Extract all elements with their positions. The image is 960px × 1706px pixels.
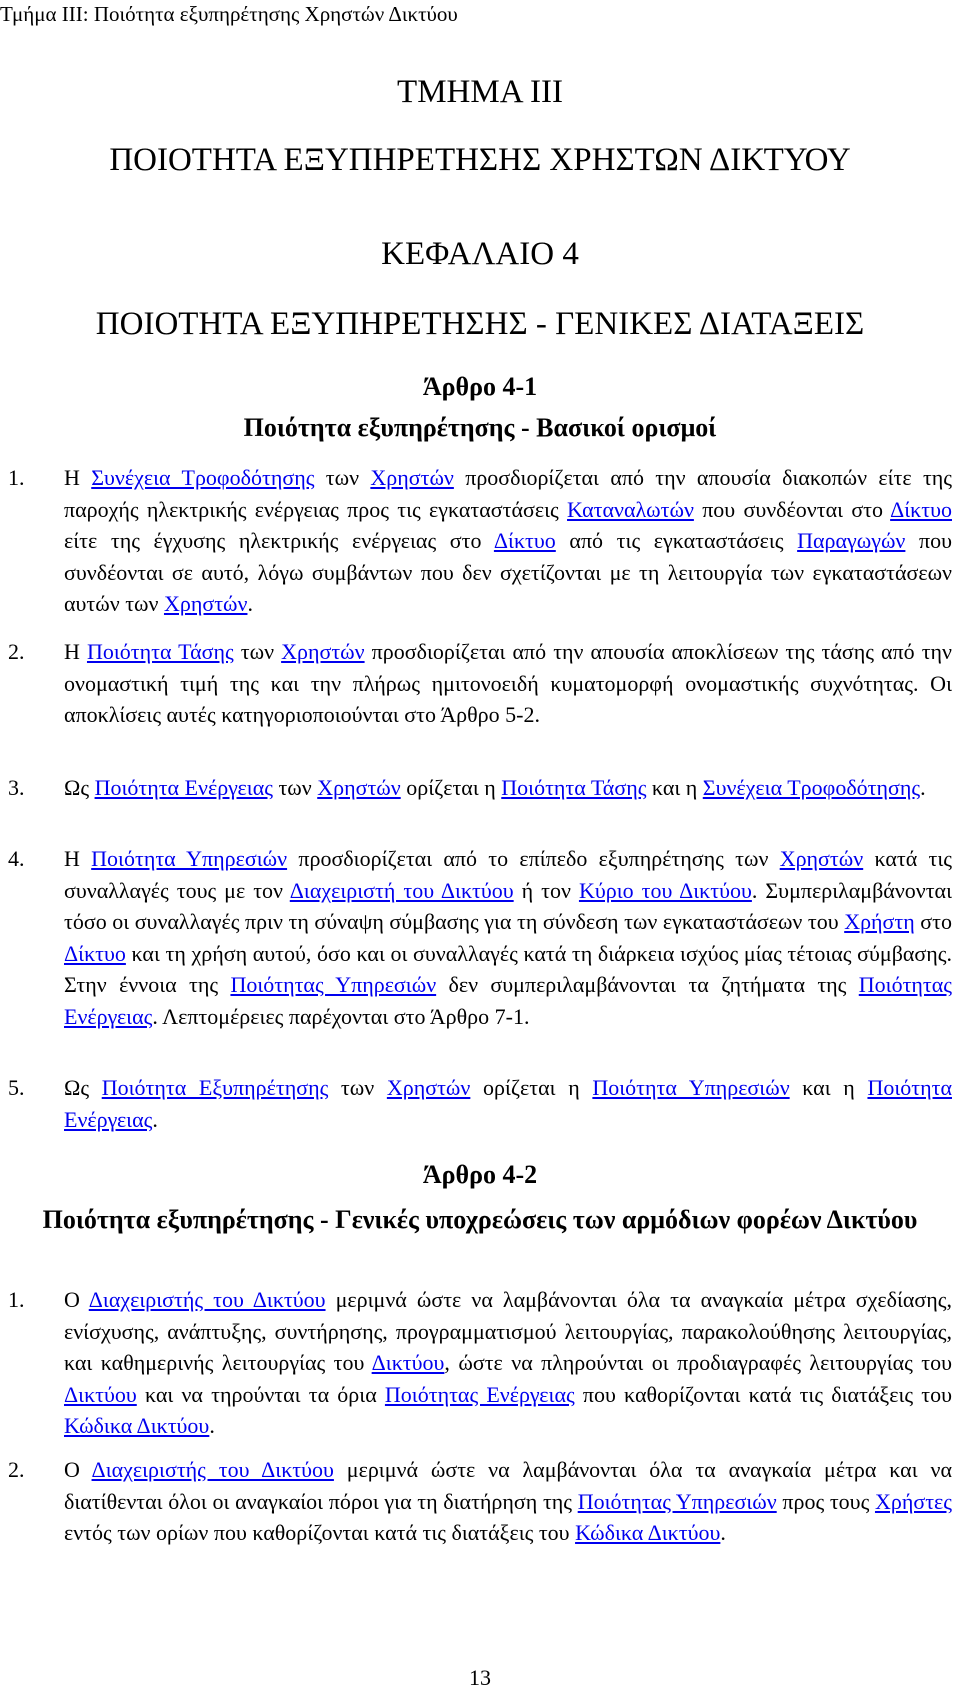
- article-number: Άρθρο 4-1: [422, 372, 538, 401]
- term-link[interactable]: Διαχειριστής του Δικτύου: [91, 1457, 334, 1482]
- term-link[interactable]: Δικτύου: [371, 1350, 445, 1375]
- term-link[interactable]: Ποιότητα Ενέργειας: [94, 775, 273, 800]
- paragraph-text: Ο Διαχειριστής του Δικτύου μεριμνά ώστε να λαμβάνονται όλα τα αναγκαία μέτρα και να διατίθενται όλοι οι αναγκαίοι πόροι για τη διατήρηση της Ποιότητας Υπηρεσιών προς τους Χρήστες εντός των ορίων που καθορίζονται κατά τις διατάξεις του Κώδικα Δικτύου.: [64, 1457, 952, 1545]
- chapter-subtitle: ΠΟΙΟΤΗΤΑ ΕΞΥΠΗΡΕΤΗΣΗΣ - ΓΕΝΙΚΕΣ ΔΙΑΤΑΞΕΙΣ: [95, 306, 865, 342]
- paragraph: [8, 1454, 952, 1549]
- paragraph-number: 5.: [8, 1075, 25, 1100]
- part-title: ΤΜΗΜΑ ΙΙΙ: [397, 74, 563, 110]
- term-link[interactable]: Κύριο του Δικτύου: [578, 877, 752, 903]
- paragraph-text: Ως Ποιότητα Εξυπηρέτησης των Χρηστών ορίζεται η Ποιότητα Υπηρεσιών και η Ποιότητα Ενέργειας.: [64, 1075, 952, 1132]
- paragraph: [8, 1072, 952, 1135]
- paragraph: [8, 843, 952, 1032]
- term-link[interactable]: Κώδικα Δικτύου: [575, 1520, 721, 1545]
- term-link[interactable]: Χρηστών: [386, 1075, 471, 1100]
- page-number: 13: [469, 1665, 491, 1690]
- term-link[interactable]: Ποιότητας Ενέργειας: [64, 972, 952, 1029]
- paragraph-number: 1.: [8, 465, 25, 490]
- term-link[interactable]: Χρήστες: [874, 1488, 952, 1514]
- article-title: Ποιότητα εξυπηρέτησης - Γενικές υποχρεώσεις των αρμόδιων φορέων Δικτύου: [42, 1205, 918, 1234]
- term-link[interactable]: Συνέχεια Τροφοδότησης: [702, 775, 921, 800]
- paragraph-number: 2.: [8, 1457, 25, 1482]
- chapter-title: ΚΕΦΑΛΑΙΟ 4: [381, 236, 579, 272]
- paragraph-number: 1.: [8, 1287, 25, 1312]
- paragraph-text: Η Ποιότητα Τάσης των Χρηστών προσδιορίζεται από την απουσία αποκλίσεων της τάσης από την ονομαστική τιμή της και την πλήρως ημιτονοειδή κυματομορφή ονομαστικής συχνότητας. Οι αποκλίσεις αυτές κατηγοριοποιούνται στο Άρθρο 5-2.: [64, 639, 952, 727]
- term-link[interactable]: Χρηστών: [370, 465, 454, 490]
- term-link[interactable]: Δικτύου: [64, 1381, 137, 1407]
- term-link[interactable]: Ποιότητα Ενέργειας: [64, 1075, 952, 1132]
- paragraph: [8, 1284, 952, 1442]
- paragraph-text: Ο Διαχειριστής του Δικτύου μεριμνά ώστε να λαμβάνονται όλα τα αναγκαία μέτρα σχεδίασης, ενίσχυσης, ανάπτυξης, συντήρησης, προγραμματισμού λειτουργίας, παρακολούθησης λειτουργίας, και καθημερινής λειτουργίας του Δικτύου, ώστε να πληρούνται οι προδιαγραφές λειτουργίας του Δικτύου και να τηρούνται τα όρια Ποιότητας Ενέργειας που καθορίζονται κατά τις διατάξεις του Κώδικα Δικτύου.: [64, 1287, 952, 1438]
- term-link[interactable]: Δίκτυο: [64, 940, 126, 966]
- term-link[interactable]: Χρηστών: [779, 846, 864, 871]
- term-link[interactable]: Ποιότητας Υπηρεσιών: [230, 972, 437, 997]
- term-link[interactable]: Παραγωγών: [797, 528, 906, 553]
- term-link[interactable]: Διαχειριστής του Δικτύου: [88, 1287, 326, 1312]
- term-link[interactable]: Ποιότητα Υπηρεσιών: [592, 1075, 790, 1100]
- paragraph-text: Ως Ποιότητα Ενέργειας των Χρηστών ορίζεται η Ποιότητα Τάσης και η Συνέχεια Τροφοδότησης.: [64, 775, 926, 800]
- paragraph-text: Η Συνέχεια Τροφοδότησης των Χρηστών προσδιορίζεται από την απουσία διακοπών είτε της παροχής ηλεκτρικής ενέργειας προς τις εγκαταστάσεις Καταναλωτών που συνδέονται στο Δίκτυο είτε της έγχυσης ηλεκτρικής ενέργειας στο Δίκτυο από τις εγκαταστάσεις Παραγωγών που συνδέονται σε αυτό, λόγω συμβάντων που δεν σχετίζονται με τη λειτουργία των εγκαταστάσεων αυτών των Χρηστών.: [64, 465, 953, 616]
- term-link[interactable]: Ποιότητας Υπηρεσιών: [577, 1488, 777, 1514]
- term-link[interactable]: Χρηστών: [317, 775, 401, 800]
- term-link[interactable]: Καταναλωτών: [567, 496, 694, 522]
- term-link[interactable]: Ποιότητα Υπηρεσιών: [91, 846, 288, 871]
- term-link[interactable]: Χρήστη: [844, 909, 915, 934]
- paragraph-number: 3.: [8, 775, 25, 800]
- term-link[interactable]: Κώδικα Δικτύου: [64, 1413, 210, 1438]
- term-link[interactable]: Ποιότητας Ενέργειας: [384, 1381, 575, 1407]
- paragraph: [8, 636, 952, 731]
- part-subtitle: ΠΟΙΟΤΗΤΑ ΕΞΥΠΗΡΕΤΗΣΗΣ ΧΡΗΣΤΩΝ ΔΙΚΤΥΟΥ: [109, 142, 851, 178]
- paragraph-text: Η Ποιότητα Υπηρεσιών προσδιορίζεται από το επίπεδο εξυπηρέτησης των Χρηστών κατά τις συναλλαγές τους με τον Διαχειριστή του Δικτύου ή τον Κύριο του Δικτύου. Συμπεριλαμβάνονται τόσο οι συναλλαγές πριν τη σύναψη σύμβασης για τη σύνδεση των εγκαταστάσεων του Χρήστη στο Δίκτυο και τη χρήση αυτού, όσο και οι συναλλαγές κατά τη διάρκεια ισχύος μίας τέτοιας σύμβασης. Στην έννοια της Ποιότητας Υπηρεσιών δεν συμπεριλαμβάνονται τα ζητήματα της Ποιότητας Ενέργειας. Λεπτομέρειες παρέχονται στο Άρθρο 7-1.: [64, 846, 953, 1029]
- term-link[interactable]: Ποιότητα Εξυπηρέτησης: [101, 1075, 329, 1100]
- term-link[interactable]: Ποιότητα Τάσης: [501, 775, 647, 800]
- paragraph: [8, 462, 952, 620]
- term-link[interactable]: Συνέχεια Τροφοδότησης: [91, 465, 315, 490]
- term-link[interactable]: Ποιότητα Τάσης: [86, 639, 234, 664]
- term-link[interactable]: Χρηστών: [281, 639, 365, 664]
- term-link[interactable]: Χρηστών: [163, 591, 248, 616]
- paragraph-number: 4.: [8, 846, 25, 871]
- article-title: Ποιότητα εξυπηρέτησης - Βασικοί ορισμοί: [243, 413, 717, 442]
- paragraph-number: 2.: [8, 639, 25, 664]
- paragraph: [8, 772, 952, 804]
- article-number: Άρθρο 4-2: [422, 1160, 538, 1189]
- running-header: Τμήμα ΙΙΙ: Ποιότητα εξυπηρέτησης Χρηστών Δικτύου: [0, 2, 458, 26]
- term-link[interactable]: Δίκτυο: [890, 496, 952, 522]
- term-link[interactable]: Διαχειριστή του Δικτύου: [289, 877, 514, 903]
- term-link[interactable]: Δίκτυο: [493, 528, 556, 553]
